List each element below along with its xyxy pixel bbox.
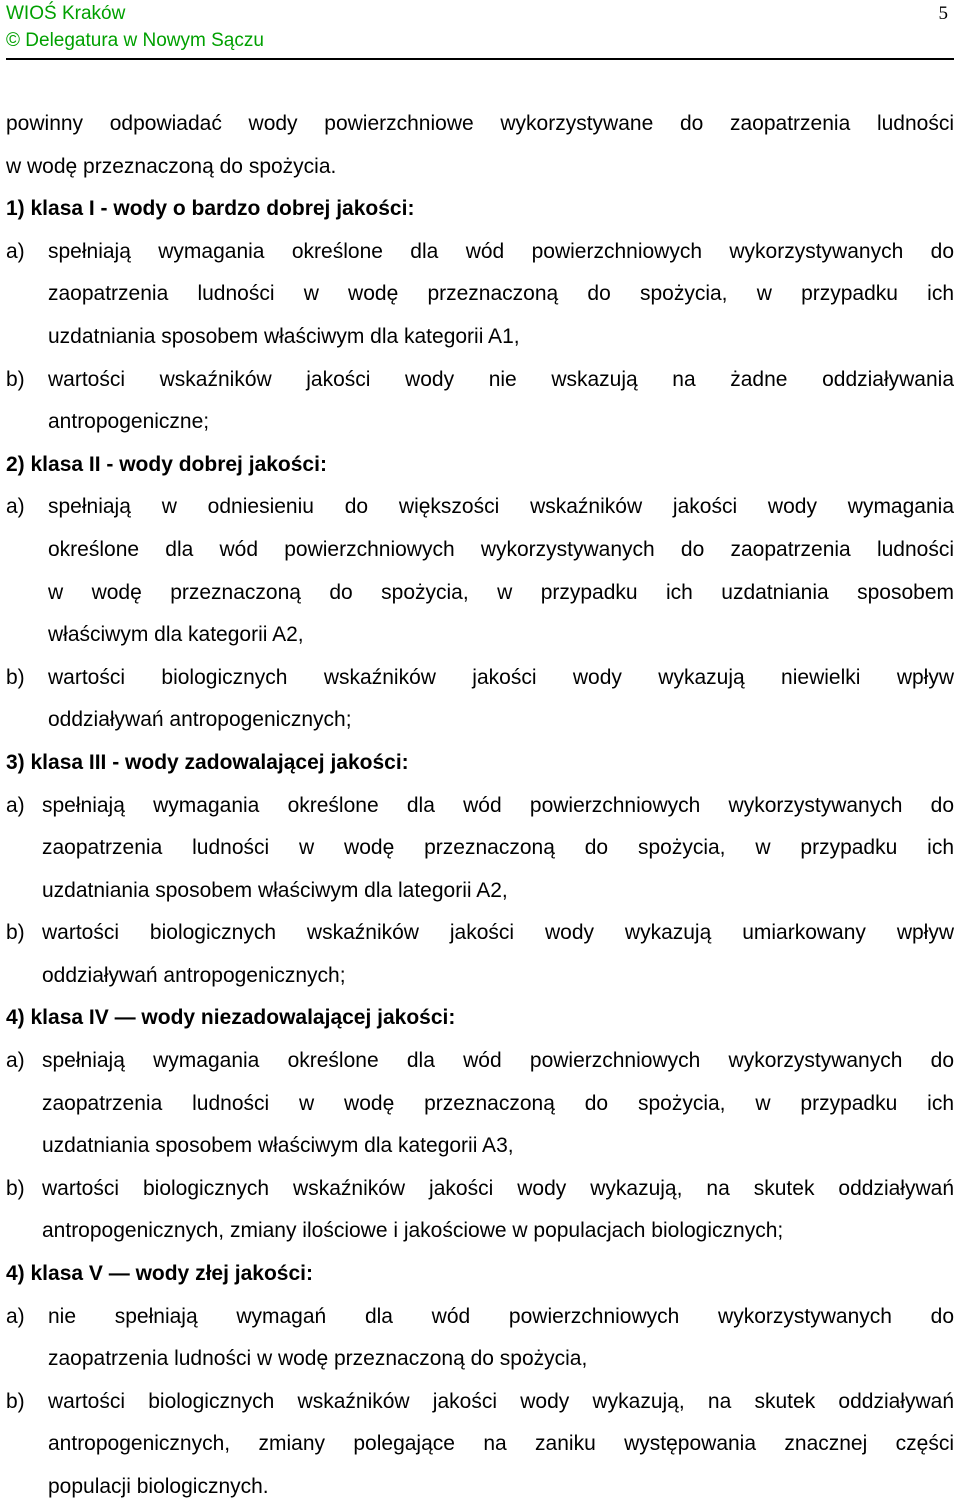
text-line: oddziaływań antropogenicznych; [42, 963, 346, 987]
item-label: b) [6, 921, 25, 945]
list-item [6, 785, 954, 828]
item-text: wartości biologicznych wskaźników jakości wody wykazują niewielki wpływ [48, 665, 954, 689]
class-heading: 2) klasa II - wody dobrej jakości: [6, 452, 327, 476]
item-label: b) [6, 665, 25, 689]
text-line: w wodę przeznaczoną do spożycia, w przypadku ich uzdatniania sposobem [48, 580, 954, 604]
list-item [6, 912, 954, 955]
item-text: wartości biologicznych wskaźników jakości wody wykazują umiarkowany wpływ [42, 921, 954, 945]
item-label: b) [6, 367, 25, 391]
list-item [6, 1296, 954, 1339]
list-item [6, 231, 954, 274]
header-branch: © Delegatura w Nowym Sączu [6, 30, 264, 51]
page-header [6, 0, 954, 60]
item-label: a) [6, 793, 25, 817]
list-item [6, 486, 954, 529]
list-item [6, 657, 954, 700]
header-org: WIOŚ Kraków [6, 3, 126, 24]
document-body [6, 103, 954, 1509]
item-label: a) [6, 1049, 25, 1073]
text-line: w wodę przeznaczoną do spożycia. [6, 154, 337, 178]
item-text: spełniają wymagania określone dla wód powierzchniowych wykorzystywanych do [42, 793, 954, 817]
class-heading: 1) klasa I - wody o bardzo dobrej jakości: [6, 197, 415, 221]
item-label: b) [6, 1176, 25, 1200]
text-line: antropogenicznych, zmiany ilościowe i jakościowe w populacjach biologicznych; [42, 1219, 784, 1243]
item-label: a) [6, 239, 25, 263]
text-line: zaopatrzenia ludności w wodę przeznaczoną do spożycia, w przypadku ich [42, 1091, 954, 1115]
text-line: uzdatniania sposobem właściwym dla lategorii A2, [42, 878, 508, 902]
class-heading: 3) klasa III - wody zadowalającej jakości: [6, 750, 409, 774]
list-item [6, 1040, 954, 1083]
text-line: uzdatniania sposobem właściwym dla kategorii A1, [48, 324, 520, 348]
item-text: wartości biologicznych wskaźników jakości wody wykazują, na skutek oddziaływań [48, 1389, 954, 1413]
class-heading: 4) klasa IV — wody niezadowalającej jakości: [6, 1006, 456, 1030]
text-line: antropogenicznych, zmiany polegające na zaniku występowania znacznej części [48, 1432, 954, 1456]
text-line: powinny odpowiadać wody powierzchniowe wykorzystywane do zaopatrzenia ludności [6, 112, 954, 135]
text-line: zaopatrzenia ludności w wodę przeznaczoną do spożycia, w przypadku ich [48, 282, 954, 306]
page-number: 5 [938, 3, 948, 24]
item-label: a) [6, 495, 25, 519]
text-line: populacji biologicznych. [48, 1475, 269, 1498]
item-text: wartości biologicznych wskaźników jakości wody wykazują, na skutek oddziaływań [42, 1176, 954, 1200]
item-label: a) [6, 1304, 25, 1328]
item-text: spełniają w odniesieniu do większości wskaźników jakości wody wymagania [48, 495, 954, 519]
item-text: nie spełniają wymagań dla wód powierzchniowych wykorzystywanych do [48, 1304, 954, 1328]
text-line: antropogeniczne; [48, 410, 210, 434]
list-item [6, 359, 954, 402]
text-line: zaopatrzenia ludności w wodę przeznaczoną do spożycia, w przypadku ich [42, 836, 954, 860]
item-text: wartości wskaźników jakości wody nie wskazują na żadne oddziaływania [48, 367, 954, 391]
list-item [6, 1381, 954, 1424]
text-line: oddziaływań antropogenicznych; [48, 708, 352, 732]
text-line: zaopatrzenia ludności w wodę przeznaczoną do spożycia, [48, 1347, 588, 1371]
text-line: uzdatniania sposobem właściwym dla kategorii A3, [42, 1134, 514, 1158]
text-line: określone dla wód powierzchniowych wykorzystywanych do zaopatrzenia ludności [48, 537, 954, 561]
item-text: spełniają wymagania określone dla wód powierzchniowych wykorzystywanych do [42, 1049, 954, 1073]
list-item [6, 1168, 954, 1211]
class-heading: 4) klasa V — wody złej jakości: [6, 1262, 313, 1286]
item-label: b) [6, 1389, 25, 1413]
text-line: właściwym dla kategorii A2, [48, 623, 304, 647]
item-text: spełniają wymagania określone dla wód powierzchniowych wykorzystywanych do [48, 239, 954, 263]
